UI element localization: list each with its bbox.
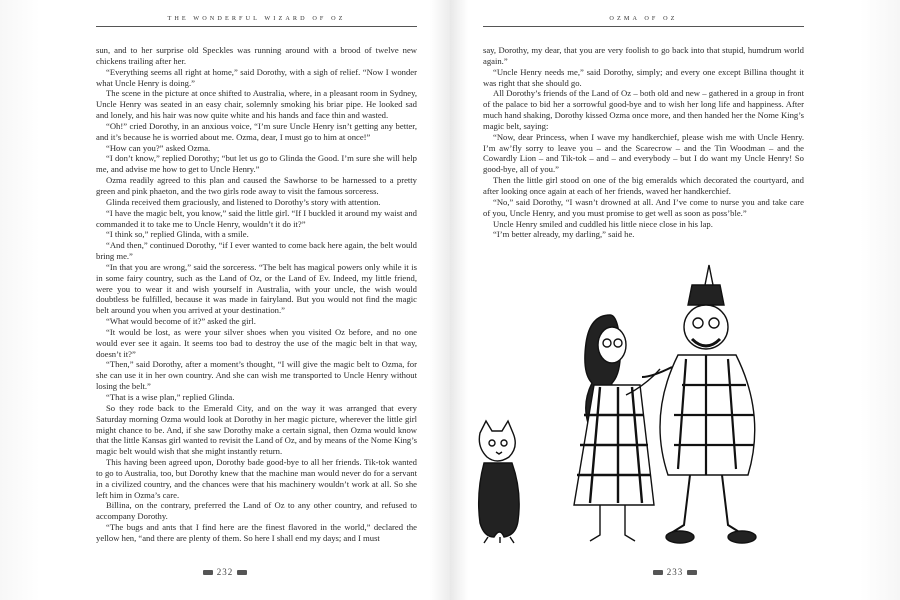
ornament-icon [203,570,213,575]
paragraph: say, Dorothy, my dear, that you are very foolish to go back into that stupid, humdrum world again.” [483,45,804,66]
ornament-icon [687,570,697,575]
header-rule [96,26,417,27]
paragraph: “Now, dear Princess, when I wave my handkerchief, please wish me with Uncle Henry. I’m aw’fly sorry to leave you – and the Scarecrow – and the Tin Woodman – and the Cowardly Lion – and Tik-tok – and – and everybody – but I do want my Uncle Henry! So good-bye, all of you.” [483,131,804,175]
paragraph: Billina, on the contrary, preferred the Land of Oz to any other country, and refused to accompany Dorothy. [96,500,417,522]
header-rule [483,26,804,27]
page-number-value: 232 [216,567,234,577]
dorothy-drawing [574,315,660,541]
running-head: OZMA OF OZ [609,15,678,22]
paragraph: “I think so,” replied Glinda, with a smile. [106,229,249,240]
paragraph: “Then,” said Dorothy, after a moment’s thought, “I will give the magic belt to Ozma, for she can use it in her own country. And she can wish me transported to Uncle Henry without losing the belt.” [96,359,417,392]
paragraph: “And then,” continued Dorothy, “if I ever wanted to come back here again, the belt would bring me.” [96,240,417,262]
paragraph: “I don’t know,” replied Dorothy; “but let us go to Glinda the Good. I’m sure she will help me, and advise me how to get to Uncle Henry.” [96,153,417,175]
paragraph: “What would become of it?” asked the girl. [106,316,256,327]
paragraph: “Oh!” cried Dorothy, in an anxious voice, “I’m sure Uncle Henry isn’t getting any better, and it’s because he is worried about me. Ozma, dear, I must go to him at once!” [96,120,417,142]
paragraph: “I have the magic belt, you know,” said the little girl. “If I buckled it around my waist and commanded it to take me to Uncle Henry, wouldn’t it do it?” [96,207,417,229]
paragraph: Ozma readily agreed to this plan and caused the Sawhorse to be harnessed to a pretty green and pink phaeton, and the two girls rode away to visit the famous sorceress. [96,175,417,196]
paragraph: “I’m better already, my darling,” said he. [493,229,635,240]
paragraph: Then the little girl stood on one of the big emeralds which decorated the courtyard, and after looking once again at each of her friends, waved her handkerchief. [483,175,804,196]
paragraph: This having been agreed upon, Dorothy bade good-bye to all her friends. Tik-tok wanted to go to Australia, too, but Dorothy knew that the machine man would never do for a servant in a civilized country, and the chances were that his machinery wouldn’t work at all. So she left him in Ozma’s care. [96,457,417,500]
illustration-dorothy-tiktok-toto [460,255,840,565]
paragraph: “No,” said Dorothy, “I wasn’t drowned at all. And I’ve come to nurse you and take care of you, Uncle Henry, and you must promise to get well as soon as poss’ble.” [483,196,804,218]
body-text [96,45,417,544]
paragraph: The scene in the picture at once shifted to Australia, where, in a pleasant room in Sydney, Uncle Henry was seated in an easy chair, solemnly smoking his briar pipe. He looked sad and lonely, and his hair was now quite white and his hands and face thin and wasted. [96,88,417,121]
paragraph: “Everything seems all right at home,” said Dorothy, with a sigh of relief. “Now I wonder what Uncle Henry is doing.” [96,66,417,88]
page-number [0,567,450,577]
page-number [450,567,900,577]
toto-dog-drawing [479,421,519,543]
paragraph: “It would be lost, as were your silver shoes when you visited Oz before, and no one would ever see it again. It seems too bad to destroy the use of the magic belt in that way, doesn’t it?” [96,326,417,359]
paragraph: “In that you are wrong,” said the sorceress. “The belt has magical powers only while it is in some fairy country, such as the Land of Oz, or the Land of Ev. Indeed, my little friend, were you to wear it and wish yourself in Australia, with your uncle, the wish would doubtless be fulfilled, because it was made in fairyland. But you would not find the magic belt around you when you arrived at your destination.” [96,261,417,316]
paragraph: “The bugs and ants that I find here are the finest flavored in the world,” declared the yellow hen, “and there are plenty of them. So here I shall end my days; and I must [96,522,417,543]
ornament-icon [653,570,663,575]
body-text [483,45,804,240]
paragraph: So they rode back to the Emerald City, and on the way it was arranged that every Saturday morning Ozma would look at Dorothy in her magic picture, wherever the little girl might chance to be. And, if she saw Dorothy make a certain signal, then Ozma would know that the little Kansas girl wanted to revisit the Land of Oz, and by means of the Nome King’s magic belt would wish that she might instantly return. [96,402,417,457]
ornament-icon [237,570,247,575]
tiktok-drawing [642,265,756,543]
paragraph: All Dorothy’s friends of the Land of Oz – both old and new – gathered in a group in front of the palace to bid her a sorrowful good-bye and to wish her long life and happiness. After much hand shaking, Dorothy kissed Ozma once more, and then handed her the Nome King’s magic belt, saying: [483,88,804,131]
paragraph: “Uncle Henry needs me,” said Dorothy, simply; and every one except Billina thought it was right that she should go. [483,66,804,88]
paragraph: Glinda received them graciously, and listened to Dorothy’s story with attention. [106,196,381,207]
paragraph: sun, and to her surprise old Speckles was running around with a brood of twelve new chickens trailing after her. [96,45,417,66]
page-number-value: 233 [666,567,684,577]
paragraph: “That is a wise plan,” replied Glinda. [106,392,235,402]
running-head: THE WONDERFUL WIZARD OF OZ [167,15,346,22]
paragraph: “How can you?” asked Ozma. [106,142,211,153]
paragraph: Uncle Henry smiled and cuddled his little niece close in his lap. [493,218,713,229]
right-page [450,0,900,600]
